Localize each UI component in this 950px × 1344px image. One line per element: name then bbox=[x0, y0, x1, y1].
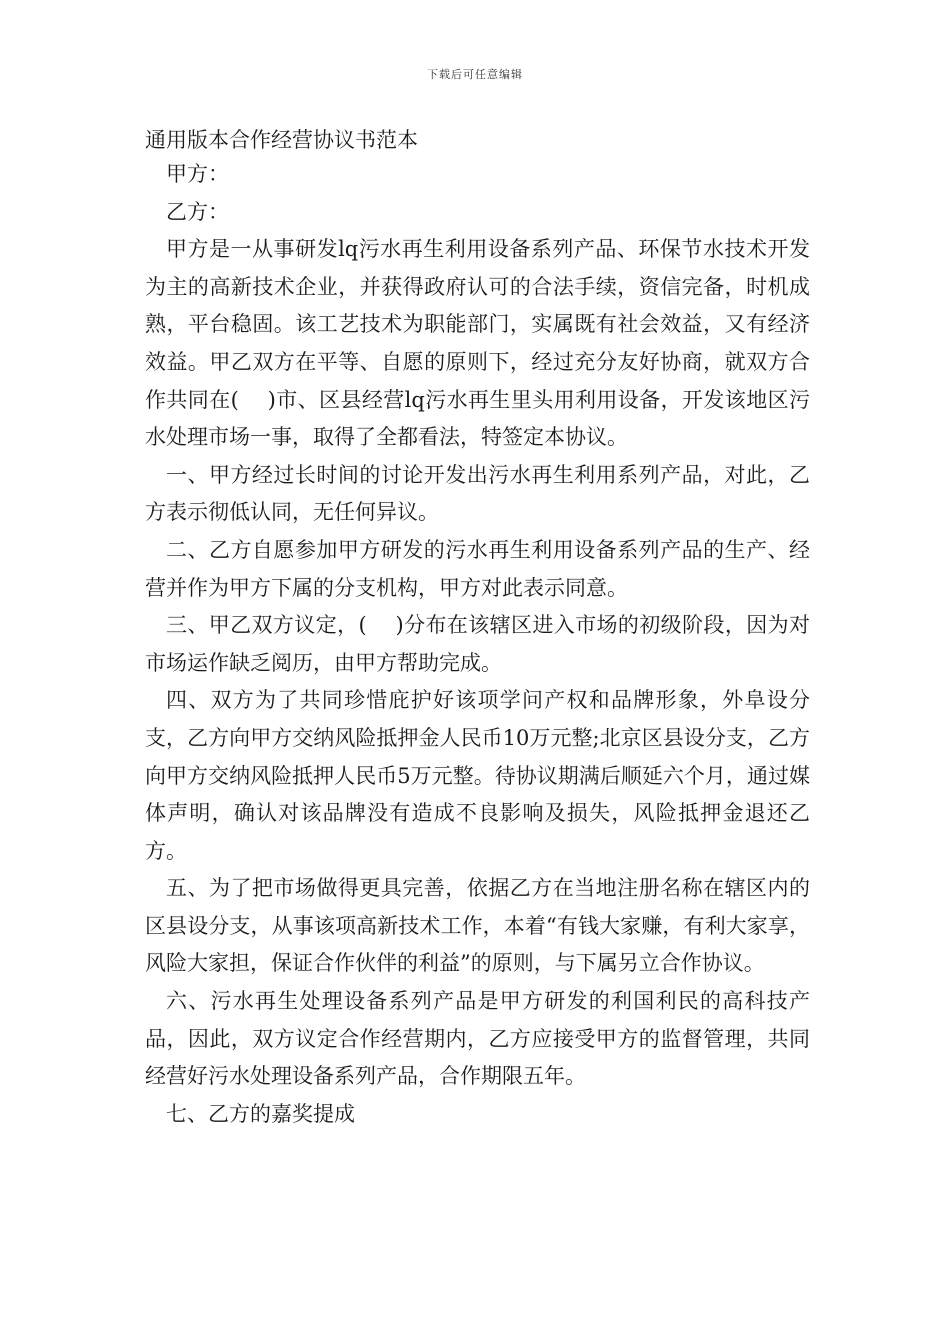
header-note: 下载后可任意编辑 bbox=[427, 68, 523, 81]
clause-3: 三、甲乙双方议定，( )分布在该辖区进入市场的初级阶段，因为对市场运作缺乏阅历，由甲方帮助完成。 bbox=[145, 613, 810, 675]
document-title: 通用版本合作经营协议书范本 bbox=[145, 128, 418, 152]
document-body bbox=[145, 156, 810, 1133]
clause-5: 五、为了把市场做得更具完善，依据乙方在当地注册名称在辖区内的区县设分支，从事该项高新技术工作，本着“有钱大家赚，有利大家享，风险大家担，保证合作伙伴的利益”的原则，与下属另立合作协议。 bbox=[145, 876, 810, 976]
party-a-line: 甲方： bbox=[166, 162, 229, 186]
clause-4: 四、双方为了共同珍惜庇护好该项学问产权和品牌形象，外阜设分支，乙方向甲方交纳风险抵押金人民币10万元整;北京区县设分支，乙方向甲方交纳风险抵押人民币5万元整。待协议期满后顺延六个月，通过媒体声明，确认对该品牌没有造成不良影响及损失，风险抵押金退还乙方。 bbox=[145, 688, 810, 863]
intro-paragraph: 甲方是一从事研发lq污水再生利用设备系列产品、环保节水技术开发为主的高新技术企业，并获得政府认可的合法手续，资信完备，时机成熟，平台稳固。该工艺技术为职能部门，实属既有社会效益，又有经济效益。甲乙双方在平等、自愿的原则下，经过充分友好协商，就双方合作共同在( )市、区县经营lq污水再生里头用利用设备，开发该地区污水处理市场一事，取得了全都看法，特签定本协议。 bbox=[145, 237, 810, 450]
party-b-line: 乙方： bbox=[166, 199, 229, 224]
clause-1: 一、甲方经过长时间的讨论开发出污水再生利用系列产品，对此，乙方表示彻低认同，无任何异议。 bbox=[145, 462, 810, 525]
clause-7: 七、乙方的嘉奖提成 bbox=[166, 1101, 355, 1126]
clause-2: 二、乙方自愿参加甲方研发的污水再生利用设备系列产品的生产、经营并作为甲方下属的分支机构，甲方对此表示同意。 bbox=[145, 537, 810, 600]
clause-6: 六、污水再生处理设备系列产品是甲方研发的利国利民的高科技产品，因此，双方议定合作经营期内，乙方应接受甲方的监督管理，共同经营好污水处理设备系列产品，合作期限五年。 bbox=[145, 989, 810, 1089]
